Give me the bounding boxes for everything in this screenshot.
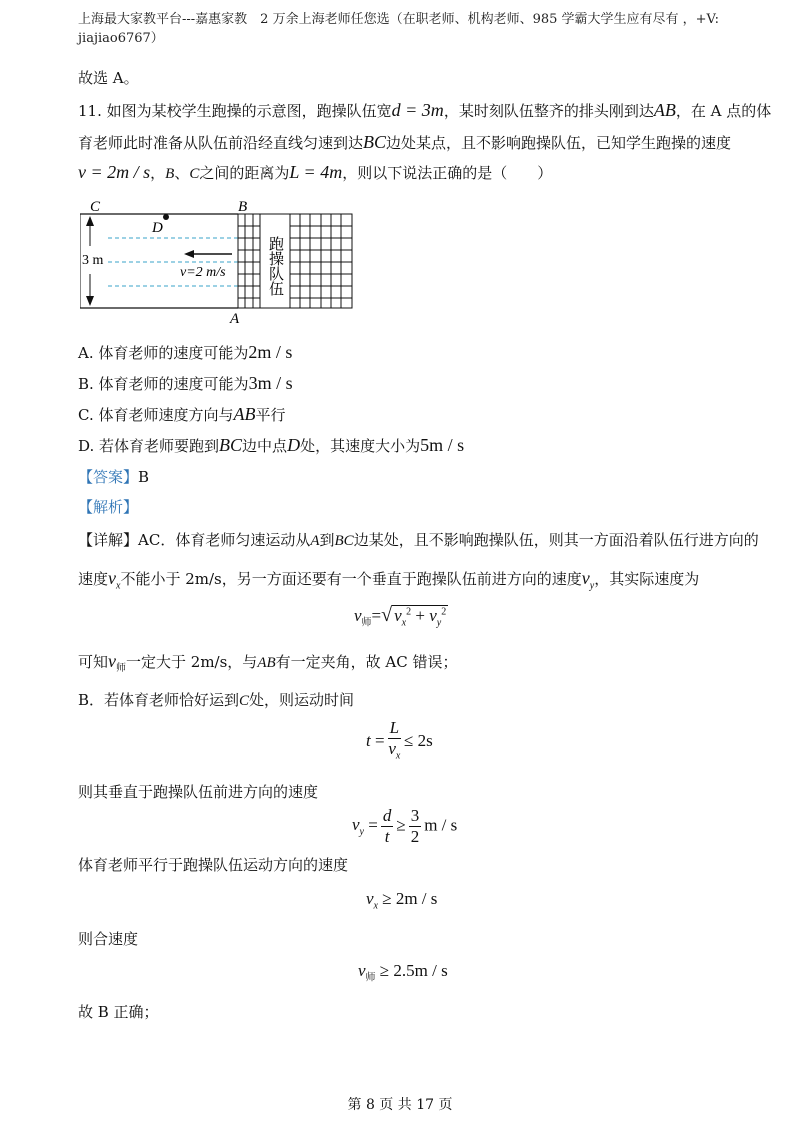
equation-vx: $v_x \ge 2m / s$ xyxy=(366,889,438,912)
detail-tag: 【详解】 xyxy=(78,531,139,549)
arrow-left-icon xyxy=(184,250,194,258)
header-line-2: jiajiao6767） xyxy=(78,31,164,46)
equation-vy: $v_y$ = $\frac{d}{t}$ ≥ $\frac{3}{2}$ m / s xyxy=(352,806,458,846)
detail-line-5: 则其垂直于跑操队伍前进方向的速度 xyxy=(78,783,319,801)
analysis-tag: 【解析】 xyxy=(78,498,139,516)
label-a: A xyxy=(230,311,240,326)
detail-line-2: 速度$v_x$不能小于 2m/s，另一方面还要有一个垂直于跑操队伍前进方向的速度$v_y$，其实际速度为 xyxy=(78,568,700,592)
prev-answer: 故选 A。 xyxy=(78,69,139,87)
front-grid xyxy=(238,214,260,308)
answer-value: B xyxy=(138,468,150,486)
option-c: C. 体育老师速度方向与AB平行 xyxy=(78,404,286,424)
front-grid-lines xyxy=(238,214,260,308)
width-label: 3 m xyxy=(82,253,104,268)
question-number: 11. xyxy=(78,102,102,120)
running-diagram xyxy=(80,196,370,326)
answer-line xyxy=(78,467,149,487)
detail-line-6: 体育老师平行于跑操队伍运动方向的速度 xyxy=(78,856,349,874)
label-b: B xyxy=(238,199,248,215)
option-d: D. 若体育老师要跑到BC边中点D处，其速度大小为5m / s xyxy=(78,435,465,455)
detail-line-8: 故 B 正确； xyxy=(78,1003,159,1021)
equation-time: t = $\frac{L}{v_x}$ ≤ 2s xyxy=(366,718,433,762)
equation-resultant: $v_师 \ge 2.5m / s$ xyxy=(358,961,448,984)
equation-resultant-speed: $v_师=√$ $v_x^2 + v_y^2$ xyxy=(354,604,447,629)
question-line-2: 育老师此时准备从队伍前沿经直线匀速到达BC边处某点，且不影响跑操队伍，已知学生跑操的速度 xyxy=(78,132,732,152)
detail-line-4: B．若体育老师恰好运到C处，则运动时间 xyxy=(78,691,355,709)
label-d: D xyxy=(152,220,163,236)
label-c: C xyxy=(90,199,101,215)
l-expression: L = 4m xyxy=(289,162,343,182)
point-d-dot xyxy=(163,214,169,220)
rear-grid-lines xyxy=(290,214,352,308)
option-b: B. 体育老师的速度可能为3m / s xyxy=(78,373,293,393)
answer-tag: 【答案】 xyxy=(78,468,139,486)
page-header xyxy=(78,10,738,48)
option-a: A. 体育老师的速度可能为2m / s xyxy=(78,342,293,362)
detail-line-7: 则合速度 xyxy=(78,930,139,948)
v-expression: v = 2m / s xyxy=(78,162,151,182)
speed-label: v=2 m/s xyxy=(180,265,226,280)
question-line-1: 11. 如图为某校学生跑操的示意图，跑操队伍宽d = 3m，某时刻队伍整齐的排头刚到达AB，在 A 点的体 xyxy=(78,100,772,120)
queue-label: 跑操队伍 xyxy=(267,236,283,296)
d-expression: d = 3m xyxy=(391,100,444,120)
arrow-up-icon xyxy=(86,216,94,226)
arrow-down-icon xyxy=(86,296,94,306)
question-line-3: v = 2m / s，B、C之间的距离为L = 4m，则以下说法正确的是（ ） xyxy=(78,162,553,182)
detail-line-3: 可知$v_师$一定大于 2m/s，与AB有一定夹角，故 AC 错误； xyxy=(78,651,458,674)
header-line-1: 上海最大家教平台---嘉惠家教 2 万余上海老师任您选（在职老师、机构老师、985 学霸大学生应有尽有 ，+V: xyxy=(78,12,720,27)
detail-line-1: 【详解】AC．体育老师匀速运动从A到BC边某处，且不影响跑操队伍，则其一方面沿着队伍行进方向的 xyxy=(78,531,759,549)
page-footer: 第 8 页 共 17 页 xyxy=(347,1097,453,1113)
